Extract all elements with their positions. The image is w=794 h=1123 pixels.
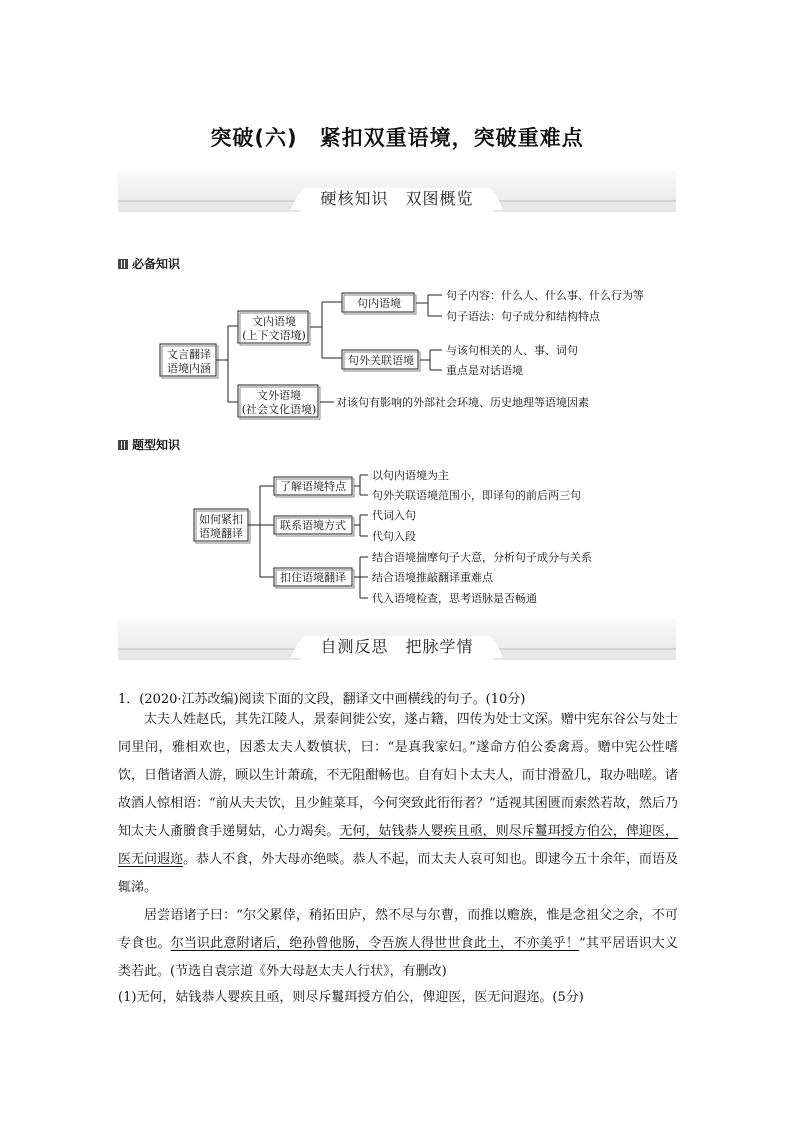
tree1-a2: 句子语法：句子成分和结构特点 (446, 310, 600, 323)
tree1-mid2-line2: (社会文化语境) (241, 403, 317, 416)
passage-text: ”其平居语识大义类若此。(节选自袁宗道《外大母赵太夫人行状》，有删改) (118, 936, 678, 979)
banner-title: 硬核知识 双图概览 (300, 188, 493, 212)
passage-paragraph-2 (118, 902, 678, 986)
tree1-leaf-inner: 句内语境 (357, 297, 401, 310)
tree2-m2: 联系语境方式 (280, 519, 346, 532)
tree2-m3a: 结合语境揣摩句子大意，分析句子成分与关系 (372, 551, 592, 564)
section-heading-label: 题型知识 (132, 438, 181, 452)
section-marker-icon (118, 259, 128, 269)
tree1-c1: 对该句有影响的外部社会环境、历史地理等语境因素 (336, 396, 589, 409)
tree2-root-line1: 如何紧扣 (199, 513, 243, 526)
passage-text: 。恭人不食，外大母亦绝啖。恭人不起，而太夫人哀可知也。即逮今五十余年，而语及辄涕。 (118, 852, 678, 895)
tree2-m2b: 代句入段 (372, 530, 416, 543)
question-prompt: 1．(2020·江苏改编)阅读下面的文段，翻译文中画横线的句子。(10分) (118, 692, 526, 707)
tree1-mid2-line1: 文外语境 (257, 389, 301, 402)
section-heading-essential-knowledge (118, 255, 180, 272)
page-title: 突破(六) 紧扣双重语境，突破重难点 (210, 126, 584, 150)
method-tree-diagram (0, 462, 794, 612)
tree2-m1b: 句外关联语境范围小，即译句的前后两三句 (372, 489, 581, 502)
section-marker-icon (118, 440, 128, 450)
passage-paragraph-1 (118, 706, 678, 902)
underlined-sentence-2: 尔当识此意附诸后，绝孙曾他肠，令吾族人得世世食此土，不亦美乎！ (170, 936, 580, 951)
tree1-root-line1: 文言翻译 (167, 348, 211, 361)
tree1-b2: 重点是对话语境 (446, 364, 523, 377)
section-banner-self-test (118, 618, 676, 660)
tree1-root-line2: 语境内涵 (167, 362, 211, 375)
tree2-m1a: 以句内语境为主 (372, 469, 449, 482)
concept-tree-diagram (0, 280, 794, 440)
tree1-leaf-outer: 句外关联语境 (348, 354, 414, 367)
tree2-root-line2: 语境翻译 (199, 527, 243, 540)
passage-text: 居尝语诸子曰：“尔父累倖，稍拓田庐，然不尽与尔曹，而推以赡族，惟是念祖父之余，不可专食也。 (118, 908, 678, 951)
tree2-m3: 扣住语境翻译 (280, 571, 346, 584)
tree2-m1: 了解语境特点 (280, 480, 346, 493)
banner-title: 自测反思 把脉学情 (300, 636, 493, 660)
section-heading-question-types (118, 436, 180, 453)
tree2-m3c: 代入语境检查，思考语脉是否畅通 (372, 592, 537, 605)
passage-text: 太夫人姓赵氏，其先江陵人，景泰间徙公安，遂占籍，四传为处士文深。赠中宪东谷公与处士同里闬，雅相欢也，因悉太夫人数慎状，曰：“是真我家妇。”遂命方伯公委禽焉。赠中宪公性嗜饮，日偕诸酒人游，顾以生计萧疏，不无阻酣畅也。自有妇卜太夫人，而甘滑盈几，取办咄嗟。诸故酒人惊相语：“前从夫夫饮，且少鲑菜耳，今何突致此衎衎者？”适视其囷匮而索然若故，然后乃知太夫人齑賸食手递舅姑，心力竭矣。 (118, 712, 678, 839)
sub-question-1: (1)无何，姑钱恭人婴疾且亟，则尽斥鬘珥授方伯公，俾迎医，医无问遐迩。(5分) (118, 990, 584, 1005)
section-heading-label: 必备知识 (132, 257, 181, 271)
tree1-a1: 句子内容：什么人、什么事、什么行为等 (446, 289, 644, 302)
tree1-mid1-line1: 文内语境 (252, 315, 296, 328)
section-banner-core-knowledge (118, 170, 676, 212)
tree2-m3b: 结合语境推敲翻译重难点 (372, 571, 493, 584)
tree1-b1: 与该句相关的人、事、词句 (446, 344, 578, 357)
underlined-sentence-1: 无何，姑钱恭人婴疾且亟，则尽斥鬘珥授方伯公，俾迎医，医无问遐迩 (118, 824, 678, 867)
tree1-mid1-line2: (上下文语境) (242, 329, 306, 342)
tree2-m2a: 代词入句 (372, 509, 416, 522)
